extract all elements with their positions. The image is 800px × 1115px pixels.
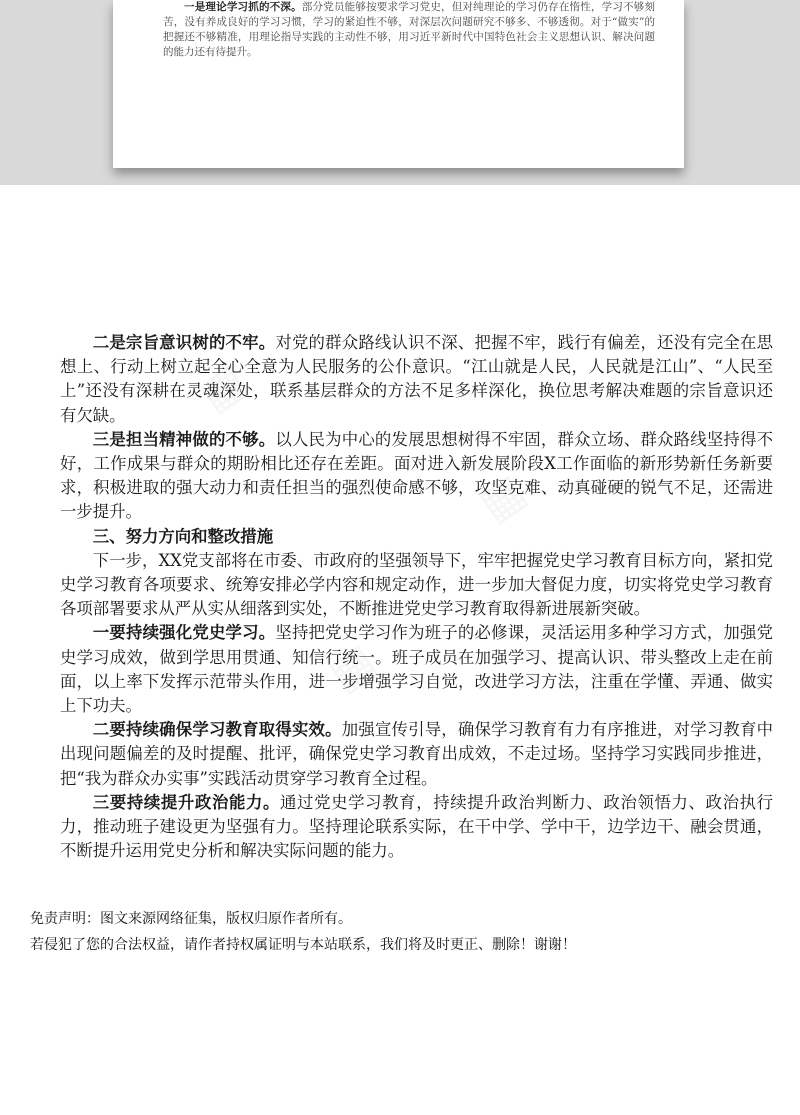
preview-paragraph [163, 0, 655, 60]
paragraph-purpose [60, 331, 773, 428]
paragraph-text: 对党的群众路线认识不深、把握不牢，践行有偏差，还没有完全在思想上、行动上树立起全心全意为人民服务的公仆意识。“江山就是人民，人民就是江山”、“人民至上”还没有深耕在灵魂深处，联系基层群众的方法不足多样深化，换位思考解决难题的宗旨意识还有欠缺。 [60, 333, 774, 425]
paragraph-text: 加强宣传引导，确保学习教育有力有序推进，对学习教育中出现问题偏差的及时提醒、批评，确保党史学习教育出成效，不走过场。坚持学习实践同步推进，把“我为群众办实事”实践活动贯穿学习教育全过程。 [60, 720, 774, 788]
paragraph-text: 以人民为中心的发展思想树得不牢固，群众立场、群众路线坚持得不好，工作成果与群众的期盼相比还存在差距。面对进入新发展阶段X工作面临的新形势新任务新要求，积极进取的强大动力和责任担当的强烈使命感不够，攻坚克难、动真碰硬的锐气不足，还需进一步提升。 [60, 429, 774, 522]
paragraph-next-step [60, 549, 773, 622]
paragraph-lead: 三是担当精神做的不够。 [92, 429, 276, 449]
paragraph-lead: 二要持续确保学习教育取得实效。 [92, 720, 342, 740]
article-body [60, 331, 773, 863]
paragraph-lead: 一要持续强化党史学习。 [92, 623, 276, 643]
disclaimer-line-2: 若侵犯了您的合法权益，请作者持权属证明与本站联系，我们将及时更正、删除！谢谢！ [30, 937, 576, 953]
preview-body: 部分党员能够按要求学习党史，但对纯理论的学习仍存在惰性，学习不够刻苦，没有养成良好的学习习惯，学习的紧迫性不够，对深层次问题研究不够多、不够透彻。对于“做实”的把握还不够精准，用理论指导实践的主动性不够，用习近平新时代中国特色社会主义思想认识、解决问题的能力还有待提升。 [163, 1, 656, 58]
document-preview-page [113, 0, 684, 168]
paragraph-responsibility [60, 428, 773, 525]
paragraph-text: 坚持把党史学习作为班子的必修课，灵活运用多种学习方式，加强党史学习成效，做到学思用贯通、知信行统一。班子成员在加强学习、提高认识、带头整改上走在前面，以上率下发挥示范带头作用，进一步增强学习自觉，改进学习方法，注重在学懂、弄通、做实上下功夫。 [60, 623, 774, 716]
paragraph-text: 下一步，XX党支部将在市委、市政府的坚强领导下，牢牢把握党史学习教育目标方向，紧扣党史学习教育各项要求、统筹安排必学内容和规定动作，进一步加大督促力度，切实将党史学习教育各项部署要求从严从实从细落到实处，不断推进党史学习教育取得新进展新突破。 [60, 550, 773, 619]
disclaimer [30, 906, 770, 958]
document-preview-area [0, 0, 800, 185]
disclaimer-line-1: 免责声明：图文来源网络征集，版权归原作者所有。 [30, 911, 352, 927]
section-heading-text: 三、努力方向和整改措施 [92, 526, 274, 546]
paragraph-measure-2 [60, 718, 773, 791]
preview-lead: 一是理论学习抓的不深。 [184, 1, 302, 13]
paragraph-lead: 二是宗旨意识树的不牢。 [92, 333, 276, 352]
paragraph-measure-3 [60, 791, 773, 864]
section-heading [60, 525, 773, 549]
paragraph-measure-1 [60, 621, 773, 718]
paragraph-lead: 三要持续提升政治能力。 [92, 792, 281, 812]
paragraph-text: 通过党史学习教育，持续提升政治判断力、政治领悟力、政治执行力，推动班子建设更为坚强有力。坚持理论联系实际，在干中学、学中干，边学边干、融会贯通，不断提升运用党史分析和解决实际问题的能力。 [60, 792, 774, 861]
